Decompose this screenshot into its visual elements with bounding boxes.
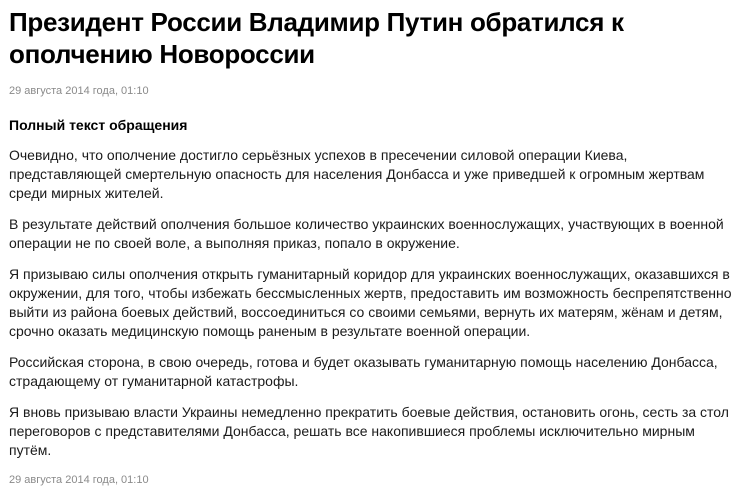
article-paragraph: Я призываю силы ополчения открыть гуманитарный коридор для украинских военнослужащих, оказавшихся в окружении, для того, чтобы избежать бессмысленных жертв, предоставить им возможность беспрепятственно выйти из района боевых действий, воссоединиться со своими семьями, вернуть их матерям, жёнам и детям, срочно оказать медицинскую помощь раненым в результате военной операции. bbox=[9, 266, 732, 339]
publish-date-bottom: 29 августа 2014 года, 01:10 bbox=[9, 474, 149, 486]
article-paragraph: В результате действий ополчения большое количество украинских военнослужащих, участвующих в военной операции не по своей воле, а выполняя приказ, попало в окружение. bbox=[9, 216, 724, 251]
article-paragraph: Очевидно, что ополчение достигло серьёзных успехов в пресечении силовой операции Киева, представляющей смертельную опасность для населения Донбасса и уже приведшей к огромным жертвам среди мирных жителей. bbox=[9, 147, 705, 201]
publish-date-top: 29 августа 2014 года, 01:10 bbox=[9, 85, 149, 97]
article bbox=[9, 6, 739, 487]
article-headline: Президент России Владимир Путин обратился к ополчению Новороссии bbox=[9, 7, 624, 69]
article-paragraph: Я вновь призываю власти Украины немедленно прекратить боевые действия, остановить огонь, сесть за стол переговоров с представителями Донбасса, решать все накопившиеся проблемы исключительно мирным путём. bbox=[9, 404, 729, 458]
article-subheading: Полный текст обращения bbox=[9, 117, 188, 133]
article-paragraph: Российская сторона, в свою очередь, готова и будет оказывать гуманитарную помощь населению Донбасса, страдающему от гуманитарной катастрофы. bbox=[9, 354, 718, 389]
